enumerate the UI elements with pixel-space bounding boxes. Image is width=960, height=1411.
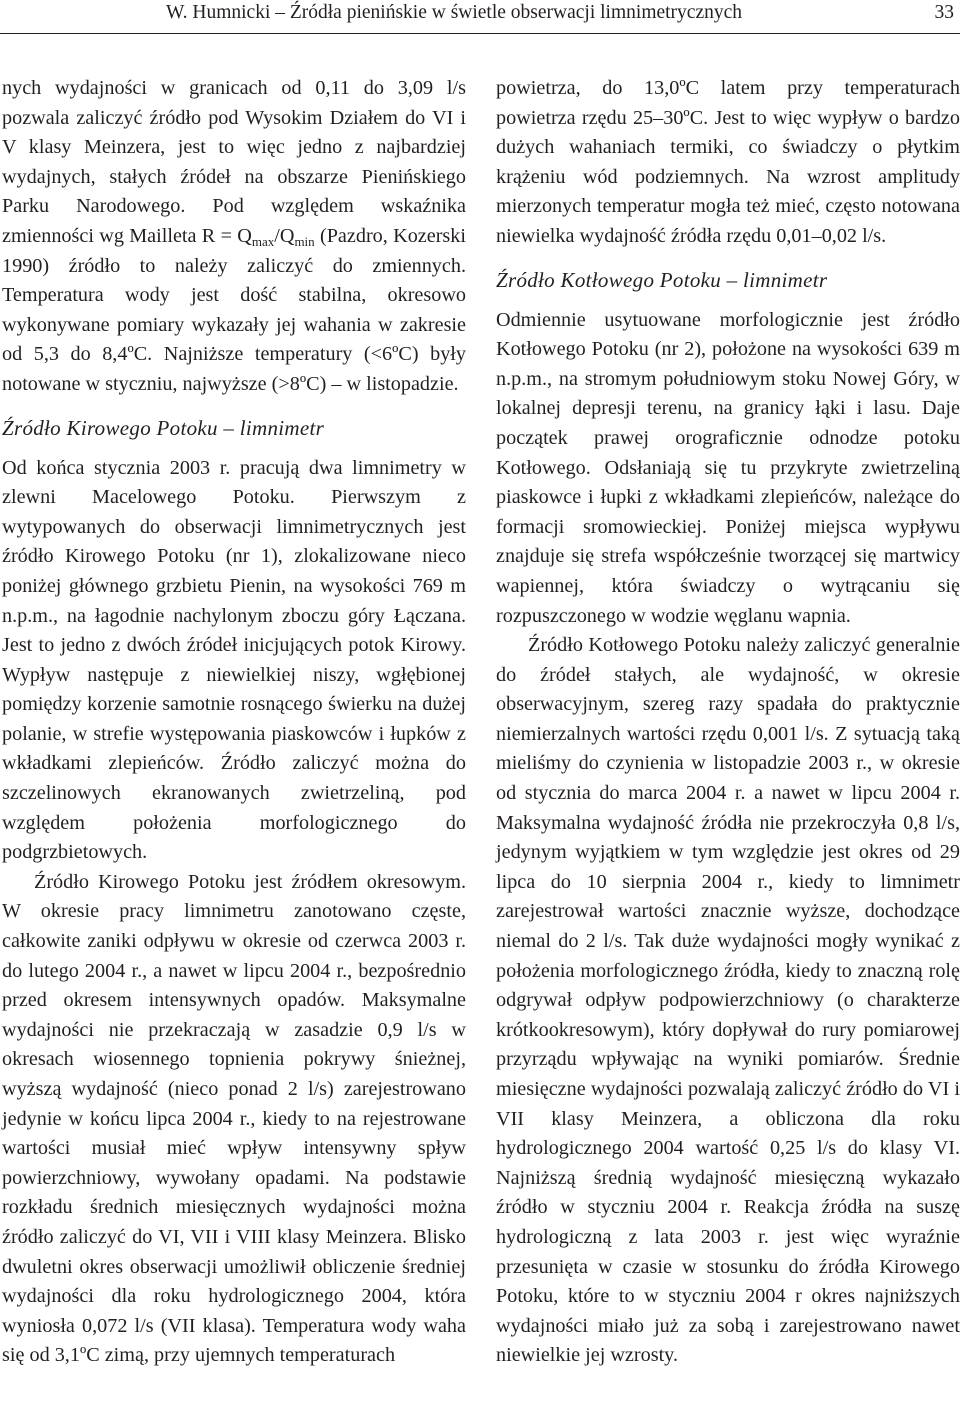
paragraph-kirowy-location: Od końca stycznia 2003 r. pracują dwa limnimetry w zlewni Macelowego Potoku. Pierwszym z wytypowanych do obserwacji limnimetrycznych jest źródło Kirowego Potoku (nr 1), zlokalizowane nieco poniżej głównego grzbietu Pienin, na wysokości 769 m n.p.m., na łagodnie nachylonym zboczu góry Łączana. Jest to jedno z dwóch źródeł inicjujących potok Kirowy. Wypływ następuje z niewielkiej niszy, wgłębionej pomiędzy korzenie samotnie rosnącego świerku na dużej polanie, w strefie występowania piaskowców i łupków z wkładkami zlepieńców. Źródło zaliczyć można do szczelinowych ekranowanych zwietrzeliną, pod względem położenia morfologicznego do podgrzbietowych. xyxy=(2,456,466,864)
page-number: 33 xyxy=(934,2,954,23)
text-run: (Pazdro, Kozerski 1990) źródło to należy zaliczyć do zmiennych. Temperatura wody jest dość stabilna, okresowo wykonywane pomiary wykazały jej wahania w zakresie od 5,3 do 8,4ºC. Najniższe temperatury (<6ºC) były notowane w styczniu, najwyższe (>8ºC) – w listopadzie. xyxy=(2,224,466,395)
text-run: /Q xyxy=(274,224,295,247)
right-column xyxy=(496,74,960,1371)
left-column xyxy=(2,74,466,1371)
header-rule xyxy=(0,33,960,34)
subscript-max: max xyxy=(251,233,275,249)
paragraph-kirowy-regime: Źródło Kirowego Potoku jest źródłem okresowym. W okresie pracy limnimetru zanotowano częste, całkowite zaniki odpływu w okresie od czerwca 2003 r. do lutego 2004 r., a nawet w lipcu 2004 r., bezpośrednio przed okresem intensywnych opadów. Maksymalne wydajności nie przekraczają w zasadzie 0,9 l/s w okresach wiosennego topnienia pokrywy śnieżnej, wyższą wydajność (nieco ponad 2 l/s) zarejestrowano jedynie w końcu lipca 2004 r., kiedy to na rejestrowane wartości musiał mieć wpływ intensywny spływ powierzchniowy, wywołany opadami. Na podstawie rozkładu średnich miesięcznych wydajności można źródło zaliczyć do VI, VII i VIII klasy Meinzera. Blisko dwuletni okres obserwacji umożliwił obliczenie średniej wydajności dla roku hydrologicznego 2004, która wyniosła 0,072 l/s (VII klasa). Temperatura wody waha się od 3,1ºC zimą, przy ujemnych temperaturach xyxy=(2,870,466,1367)
running-header xyxy=(0,0,960,30)
paragraph-kotlowy-regime: Źródło Kotłowego Potoku należy zaliczyć generalnie do źródeł stałych, ale wydajność, w okresie obserwacyjnym, szereg razy spadała do praktycznie niemierzalnych wartości rzędu 0,001 l/s. Z sytuacją taką mieliśmy do czynienia w listopadzie 2003 r., w okresie od stycznia do marca 2004 r. a nawet w lipcu 2004 r. Maksymalna wydajność źródła nie przekroczyła 0,8 l/s, jedynym wyjątkiem w tym względzie jest okres od 29 lipca do 10 sierpnia 2004 r., kiedy to limnimetr zarejestrował wartości znacznie wyższe, dochodzące niemal do 2 l/s. Tak duże wydajności mogły wynikać z położenia morfologicznego źródła, kiedy to znaczną rolę odgrywał odpływ podpowierzchniowy (o charakterze krótkookresowym), który dopływał do rury pomiarowej przyrządu wpływając na wyniki pomiarów. Średnie miesięczne wydajności pozwalają zaliczyć źródło do VI i VII klasy Meinzera, a obliczona dla roku hydrologicznego 2004 wartość 0,25 l/s do klasy VI. Najniższą średnią wydajność miesięczną wykazało źródło w styczniu 2004 r. Reakcja źródła na suszę hydrologiczną z lata 2003 r. jest więc wyraźnie przesunięta w czasie w stosunku do źródła Kirowego Potoku, które to w styczniu 2004 r okres najniższych wydajności miało już za sobą i zarejestrowano nawet niewielkie jej wzrosty. xyxy=(496,634,960,1367)
text-run: nych wydajności w granicach od 0,11 do 3,09 l/s pozwala zaliczyć źródło pod Wysokim Działem do VI i V klasy Meinzera, jest to więc jedno z najbardziej wydajnych, stałych źródeł na obszarze Pienińskiego Parku Narodowego. Pod względem wskaźnika zmienności wg Mailleta R = Q xyxy=(2,77,466,247)
section-heading-kirowy: Źródło Kirowego Potoku – limnimetr xyxy=(2,415,325,440)
paragraph-kotlowy-location: Odmiennie usytuowane morfologicznie jest źródło Kotłowego Potoku (nr 2), położone na wysokości 639 m n.p.m., na stromym południowym stoku Nowej Góry, w lokalnej depresji terenu, na granicy łąki i lasu. Daje początek prawej orograficznie odnodze potoku Kotłowego. Odsłaniają się tu przykryte zwietrzeliną piaskowce i łupki z wkładkami zlepieńców, należące do formacji sromowieckiej. Poniżej miejsca wypływu znajduje się strefa współcześnie tworzącej się martwicy wapiennej, która świadczy o wytrącaniu się rozpuszczonego w wodzie węglanu wapnia. xyxy=(496,308,960,627)
paragraph-wysoki-dzial xyxy=(2,74,466,400)
paragraph-temperature-continued: powietrza, do 13,0ºC latem przy temperaturach powietrza rzędu 25–30ºC. Jest to więc wypływ o bardzo dużych wahaniach termiki, co świadczy o płytkim krążeniu wód podziemnych. Na wzrost amplitudy mierzonych temperatur mogła też mieć, często notowana niewielka wydajność źródła rzędu 0,01–0,02 l/s. xyxy=(496,77,960,247)
running-title: W. Humnicki – Źródła pienińskie w świetle obserwacji limnimetrycznych xyxy=(166,2,743,23)
subscript-min: min xyxy=(294,233,315,249)
section-heading-kotlowy: Źródło Kotłowego Potoku – limnimetr xyxy=(496,267,828,292)
